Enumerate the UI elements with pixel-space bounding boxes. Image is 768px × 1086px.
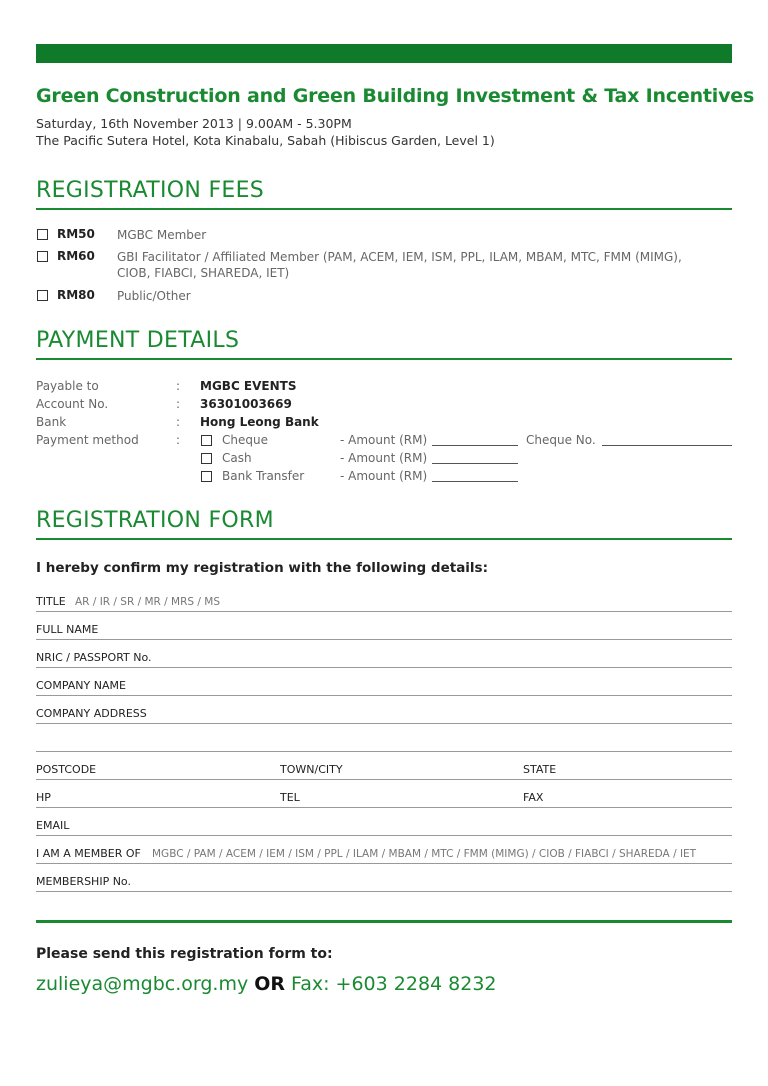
bank-transfer-checkbox[interactable] (201, 471, 212, 482)
cheque-checkbox[interactable] (201, 435, 212, 446)
cheque-no-field[interactable] (602, 445, 732, 446)
form-heading: REGISTRATION FORM (36, 508, 274, 533)
contact-line (36, 973, 497, 995)
amount-label: - Amount (RM) (340, 433, 428, 447)
email-label: EMAIL (36, 819, 70, 832)
payment-method-label: Payment method (36, 433, 139, 447)
bank-transfer-label: Bank Transfer (222, 469, 305, 483)
colon: : (176, 415, 181, 429)
member-options: MGBC / PAM / ACEM / IEM / ISM / PPL / ILAM / MBAM / MTC / FMM (MIMG) / CIOB / FIABCI / SHAREDA / IET (152, 848, 697, 860)
bank-transfer-amount-field[interactable] (432, 481, 518, 482)
fees-heading: REGISTRATION FEES (36, 178, 265, 203)
email-field[interactable] (36, 835, 732, 836)
company-address-field[interactable] (36, 723, 732, 724)
nric-field[interactable] (36, 667, 732, 668)
payment-heading: PAYMENT DETAILS (36, 328, 240, 353)
cash-checkbox[interactable] (201, 453, 212, 464)
full-name-field[interactable] (36, 639, 732, 640)
colon: : (176, 397, 181, 411)
amount-label: - Amount (RM) (340, 469, 428, 483)
colon: : (176, 433, 181, 447)
confirm-statement: I hereby confirm my registration with the following details: (36, 560, 488, 576)
header-bar (36, 44, 732, 63)
company-name-label: COMPANY NAME (36, 679, 126, 692)
payment-rule (36, 358, 732, 360)
fee-amount: RM80 (57, 288, 95, 302)
bank-label: Bank (36, 415, 67, 429)
title-field[interactable] (36, 611, 732, 612)
member-label: I AM A MEMBER OF (36, 847, 141, 860)
account-value: 36301003669 (200, 397, 292, 411)
colon: : (176, 379, 181, 393)
payable-value: MGBC EVENTS (200, 379, 297, 393)
tel-label: TEL (280, 791, 300, 804)
town-label: TOWN/CITY (280, 763, 343, 776)
cash-amount-field[interactable] (432, 463, 518, 464)
event-date: Saturday, 16th November 2013 | 9.00AM - 5.30PM (36, 116, 352, 131)
member-field[interactable] (36, 863, 732, 864)
send-instruction: Please send this registration form to: (36, 946, 333, 962)
fee-amount: RM50 (57, 227, 95, 241)
checkbox[interactable] (37, 251, 48, 262)
fee-description: GBI Facilitator / Affiliated Member (PAM, ACEM, IEM, ISM, PPL, ILAM, MBAM, MTC, FMM (MIMG), CIOB, FIABCI, SHAREDA, IET) (117, 250, 682, 280)
bank-value: Hong Leong Bank (200, 415, 319, 429)
form-rule (36, 538, 732, 540)
cheque-amount-field[interactable] (432, 445, 518, 446)
payable-label: Payable to (36, 379, 99, 393)
or-text: OR (254, 973, 286, 995)
cheque-no-label: Cheque No. (526, 433, 596, 447)
postcode-label: POSTCODE (36, 763, 97, 776)
fee-description: MGBC Member (117, 228, 207, 242)
account-label: Account No. (36, 397, 109, 411)
fee-amount: RM60 (57, 249, 95, 263)
title-options: AR / IR / SR / MR / MRS / MS (75, 596, 220, 608)
checkbox[interactable] (37, 229, 48, 240)
cash-label: Cash (222, 451, 252, 465)
title-label: TITLE (36, 595, 66, 608)
company-name-field[interactable] (36, 695, 732, 696)
footer-rule (36, 920, 732, 923)
cheque-label: Cheque (222, 433, 268, 447)
nric-label: NRIC / PASSPORT No. (36, 651, 152, 664)
contact-email[interactable]: zulieya@mgbc.org.my (36, 973, 249, 995)
fee-description: Public/Other (117, 289, 191, 303)
fees-rule (36, 208, 732, 210)
event-title: Green Construction and Green Building Investment & Tax Incentives (36, 85, 755, 107)
company-address-label: COMPANY ADDRESS (36, 707, 147, 720)
membership-no-label: MEMBERSHIP No. (36, 875, 131, 888)
address-details-field[interactable] (36, 779, 732, 780)
membership-no-field[interactable] (36, 891, 732, 892)
full-name-label: FULL NAME (36, 623, 99, 636)
hp-label: HP (36, 791, 51, 804)
company-address-field-2[interactable] (36, 751, 732, 752)
contact-fax: Fax: +603 2284 8232 (291, 973, 497, 995)
state-label: STATE (523, 763, 557, 776)
checkbox[interactable] (37, 290, 48, 301)
event-venue: The Pacific Sutera Hotel, Kota Kinabalu, Sabah (Hibiscus Garden, Level 1) (36, 133, 495, 148)
fax-label: FAX (523, 791, 544, 804)
amount-label: - Amount (RM) (340, 451, 428, 465)
phone-details-field[interactable] (36, 807, 732, 808)
